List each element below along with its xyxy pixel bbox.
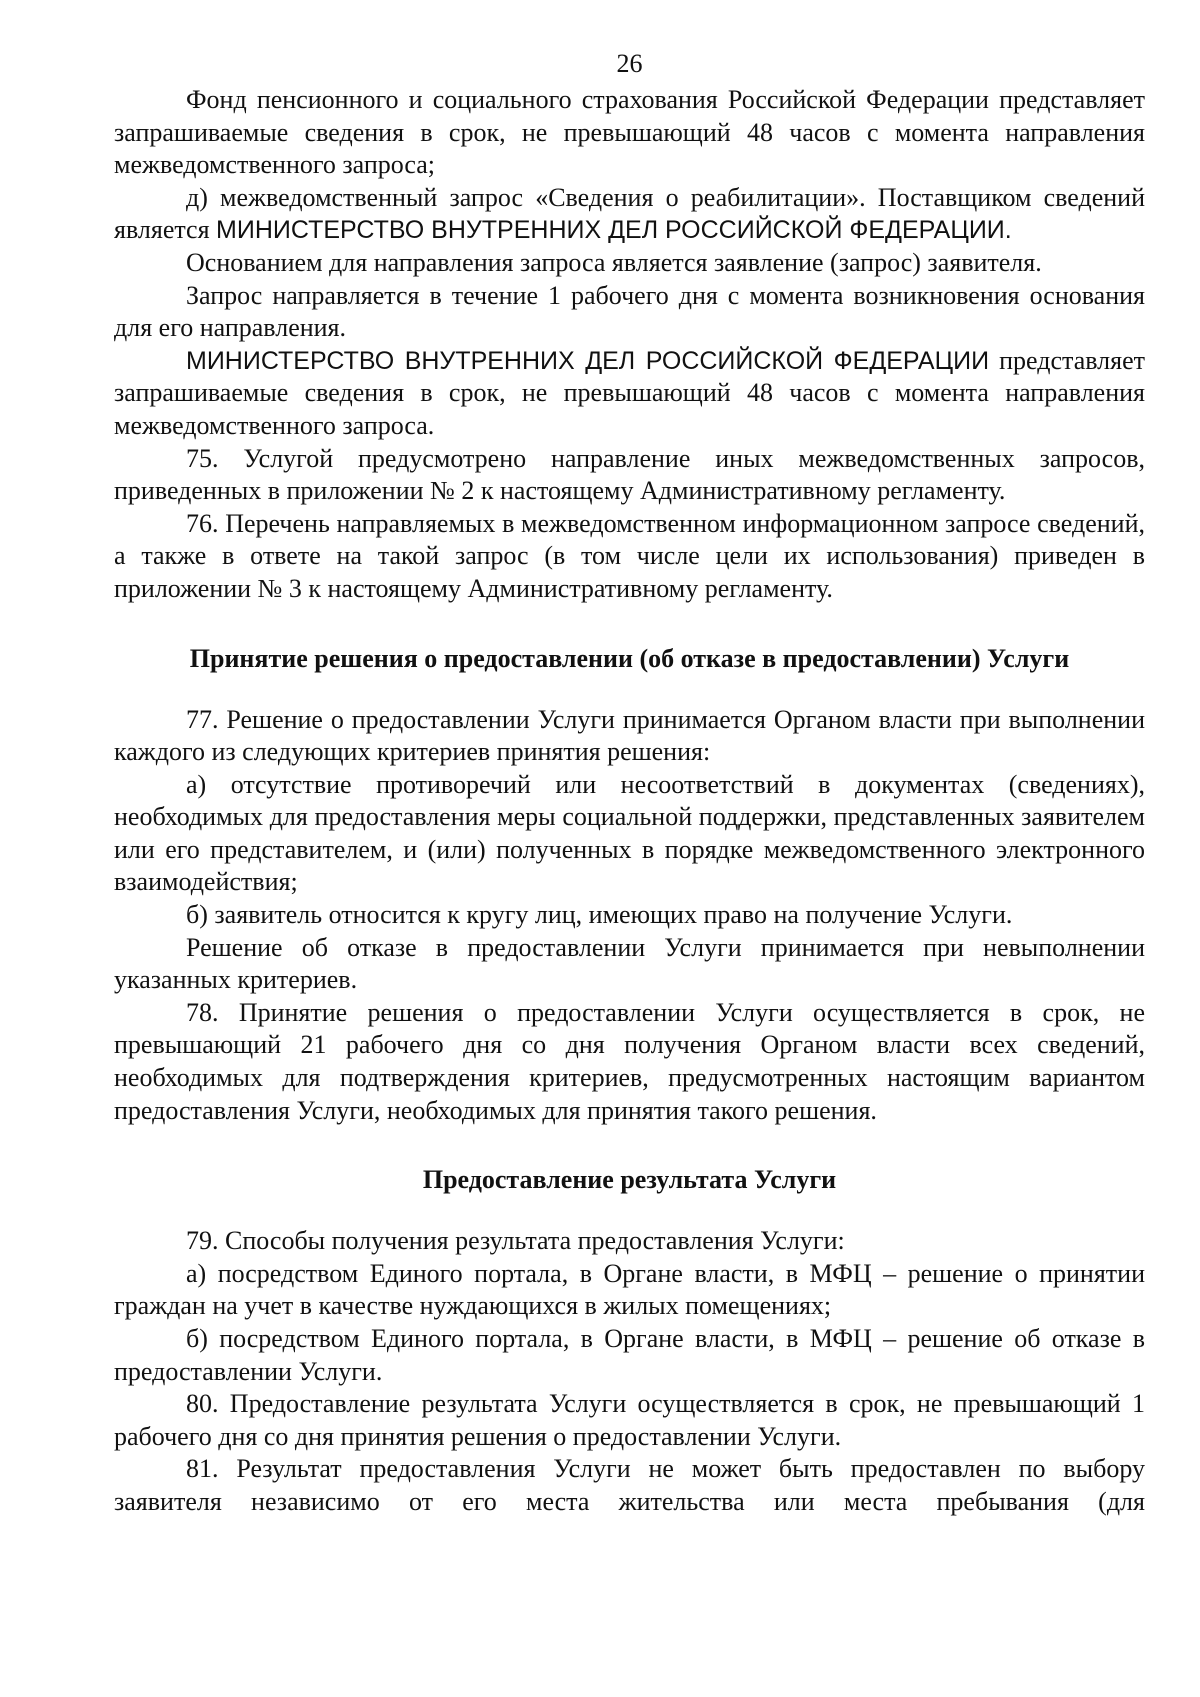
paragraph-refusal: Решение об отказе в предоставлении Услуги принимается при невыполнении указанных критериев. [114, 932, 1145, 995]
section-heading-decision: Принятие решения о предоставлении (об отказе в предоставлении) Услуги [189, 643, 1070, 673]
paragraph-77-b: б) заявитель относится к кругу лиц, имеющих право на получение Услуги. [186, 900, 1013, 930]
paragraph-80: 80. Предоставление результата Услуги осуществляется в срок, не превышающий 1 рабочего дня со дня принятия решения о предоставлении Услуги. [114, 1389, 1145, 1451]
paragraph-79: 79. Способы получения результата предоставления Услуги: [186, 1226, 845, 1256]
paragraph-76: 76. Перечень направляемых в межведомственном информационном запросе сведений, а также в ответе на такой запрос (в том числе цели их использования) приведен в приложении № 3 к настоящему Административному регламенту. [114, 508, 1145, 603]
paragraph-75: 75. Услугой предусмотрено направление иных межведомственных запросов, приведенных в приложении № 2 к настоящему Административному регламенту. [114, 443, 1145, 506]
paragraph-pfr-response: Фонд пенсионного и социального страхования Российской Федерации представляет запрашиваемые сведения в срок, не превышающий 48 часов с момента направления межведомственного запроса; [114, 85, 1145, 180]
paragraph-79-b: б) посредством Единого портала, в Органе власти, в МФЦ – решение об отказе в предоставлении Услуги. [114, 1324, 1145, 1386]
ministry-name-1: МИНИСТЕРСТВО ВНУТРЕННИХ ДЕЛ РОССИЙСКОЙ ФЕДЕРАЦИИ. [216, 216, 1012, 245]
item-d-text: д) межведомственный запрос «Сведения о реабилитации». Поставщиком сведений является [114, 182, 1145, 245]
paragraph-request-basis: Основанием для направления запроса является заявление (запрос) заявителя. [186, 247, 1042, 277]
ministry-name-2: МИНИСТЕРСТВО ВНУТРЕННИХ ДЕЛ РОССИЙСКОЙ ФЕДЕРАЦИИ [186, 346, 990, 375]
paragraph-77-a: а) отсутствие противоречий или несоответствий в документах (сведениях), необходимых для предоставления меры социальной поддержки, представленных заявителем или его представителем, и (или) полученных в порядке межведомственного электронного взаимодействия; [114, 769, 1145, 897]
mvd-response-text: представляет запрашиваемые сведения в срок, не превышающий 48 часов с момента направления межведомственного запроса. [114, 345, 1146, 440]
paragraph-81: 81. Результат предоставления Услуги не может быть предоставлен по выбору заявителя независимо от его места жительства или места пребывания (для [114, 1454, 1145, 1516]
paragraph-item-d [114, 182, 1145, 247]
document-page [114, 48, 1145, 1519]
section-heading-result: Предоставление результата Услуги [422, 1165, 837, 1195]
paragraph-mvd-response [114, 345, 1145, 443]
paragraph-request-timing: Запрос направляется в течение 1 рабочего дня с момента возникновения основания для его направления. [114, 280, 1145, 343]
page-number: 26 [616, 49, 643, 78]
paragraph-79-a: а) посредством Единого портала, в Органе власти, в МФЦ – решение о принятии граждан на учет в качестве нуждающихся в жилых помещениях; [114, 1258, 1145, 1321]
paragraph-78: 78. Принятие решения о предоставлении Услуги осуществляется в срок, не превышающий 21 рабочего дня со дня получения Органом власти всех сведений, необходимых для подтверждения критериев, предусмотренных настоящим вариантом предоставления Услуги, необходимых для принятия такого решения. [114, 997, 1145, 1125]
paragraph-77: 77. Решение о предоставлении Услуги принимается Органом власти при выполнении каждого из следующих критериев принятия решения: [114, 704, 1145, 767]
